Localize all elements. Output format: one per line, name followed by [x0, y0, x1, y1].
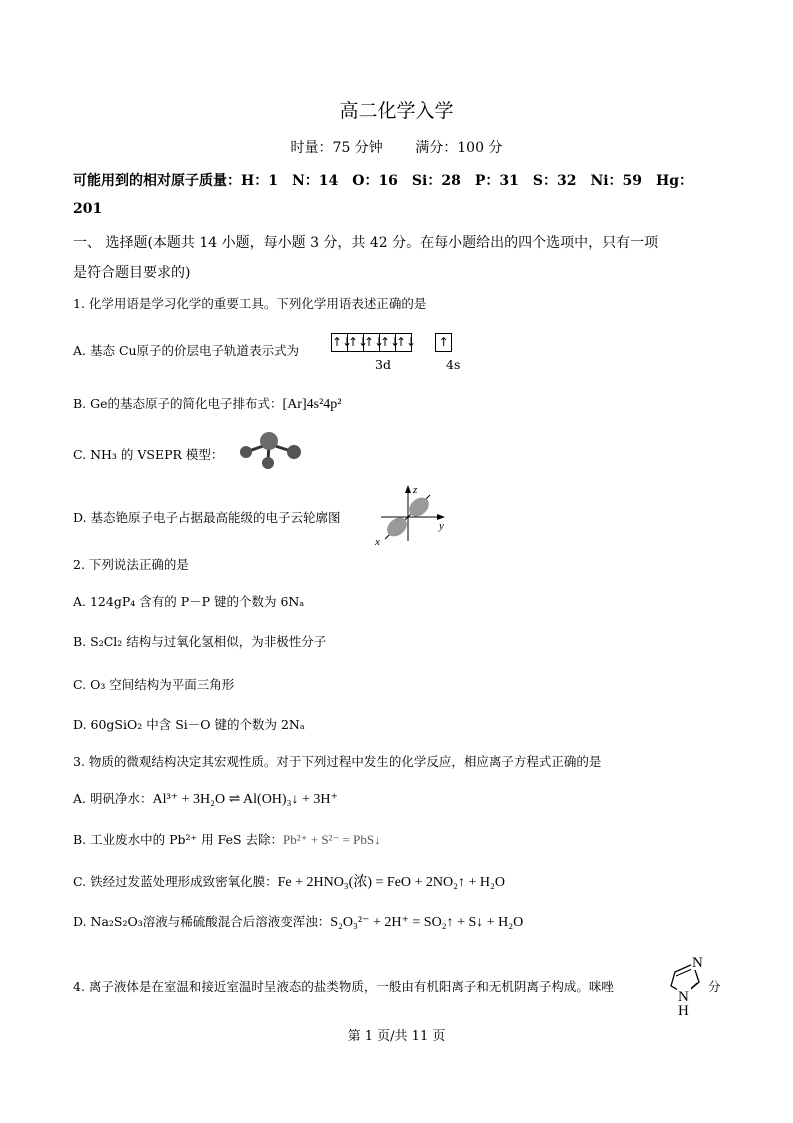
- q4-stem-tail: 分: [708, 979, 721, 994]
- vsepr-model-image: [232, 430, 307, 472]
- ring-atom-n-top: N: [692, 955, 703, 971]
- orbital-4s-boxes: [435, 333, 452, 352]
- orbital-box: ↑↓: [348, 335, 369, 349]
- section-heading-line1: 一、 选择题(本题共 14 小题，每小题 3 分，共 42 分。在每小题给出的四个选项中，只有一项: [73, 235, 659, 251]
- orbital-box: ↑↓: [332, 335, 353, 349]
- q3-option-c: [73, 871, 505, 891]
- q3-stem: 3. 物质的微观结构决定其宏观性质。对于下列过程中发生的化学反应，相应离子方程式正确的是: [73, 754, 602, 769]
- atomic-masses-line2: 201: [73, 201, 103, 217]
- q3-d-equation: S₂O₃²⁻ + 2H⁺ = SO₂↑ + S↓ + H₂O: [330, 915, 524, 930]
- exam-info: [0, 137, 793, 157]
- q2-option-a: A. 124gP₄ 含有的 P－P 键的个数为 6Nₐ: [73, 594, 305, 609]
- time-limit: 时量：75 分钟: [290, 140, 383, 156]
- ring-atom-n-bottom: N: [678, 989, 689, 1005]
- axis-label-x: x: [375, 536, 380, 547]
- electron-cloud-image: [375, 481, 455, 547]
- ring-atom-h: H: [678, 1003, 689, 1018]
- q2-option-c: C. O₃ 空间结构为平面三角形: [73, 677, 235, 692]
- q3-option-b: [73, 830, 381, 848]
- full-score: 满分：100 分: [415, 140, 503, 156]
- q1-stem: 1. 化学用语是学习化学的重要工具。下列化学用语表述正确的是: [73, 296, 427, 311]
- orbital-3d-boxes: [331, 333, 417, 352]
- q2-option-d: D. 60gSiO₂ 中含 Si－O 键的个数为 2Nₐ: [73, 717, 305, 732]
- q4-stem: 4. 离子液体是在室温和接近室温时呈液态的盐类物质，一般由有机阳离子和无机阴离子构成。咪唑: [73, 979, 614, 994]
- orbital-box: ↑↓: [364, 335, 385, 349]
- q1-a-text: A. 基态 Cu原子的价层电子轨道表示式为: [73, 343, 300, 358]
- orbital-box: ↑: [438, 335, 449, 349]
- q1-option-b: [73, 394, 341, 413]
- q2-stem: 2. 下列说法正确的是: [73, 557, 189, 572]
- axis-label-z: z: [413, 484, 418, 496]
- q3-b-equation: Pb²⁺ + S²⁻ = PbS↓: [283, 832, 381, 847]
- q3-b-text: B. 工业废水中的 Pb²⁺ 用 FeS 去除：: [73, 832, 283, 847]
- imidazole-structure-image: [663, 950, 713, 1018]
- orbital-diagram: [331, 332, 452, 352]
- section-heading-line2: 是符合题目要求的): [73, 265, 191, 281]
- q3-a-equation: Al³⁺ + 3H₂O ⇌ Al(OH)₃↓ + 3H⁺: [152, 792, 338, 807]
- orbital-label-4s: 4s: [446, 357, 461, 372]
- atomic-masses-line1: 可能用到的相对原子质量：H：1 N：14 O：16 Si：28 P：31 S：32 Ni：59 Hg：: [73, 173, 694, 189]
- orbital-box: ↑↓: [396, 335, 417, 349]
- q1-option-a: [73, 341, 299, 359]
- q1-option-d: D. 基态铯原子电子占据最高能级的电子云轮廓图: [73, 510, 341, 525]
- q3-option-a: [73, 789, 338, 808]
- axis-label-y: y: [439, 520, 444, 532]
- q3-option-d: [73, 912, 523, 931]
- page-footer: 第 1 页/共 11 页: [347, 1029, 446, 1044]
- orbital-box: ↑↓: [380, 335, 401, 349]
- q3-c-equation: Fe + 2HNO₃(浓) = FeO + 2NO₂↑ + H₂O: [277, 875, 506, 890]
- q3-a-text: A. 明矾净水：: [73, 791, 153, 806]
- q3-c-text: C. 铁经过发蓝处理形成致密氧化膜：: [73, 874, 278, 889]
- q1-b-formula: [Ar]4s²4p²: [282, 397, 342, 412]
- orbital-label-3d: 3d: [375, 357, 391, 372]
- q2-option-b: B. S₂Cl₂ 结构与过氧化氢相似，为非极性分子: [73, 634, 327, 649]
- page-title: 高二化学入学: [339, 100, 454, 122]
- q1-b-text: B. Ge的基态原子的简化电子排布式：: [73, 396, 283, 411]
- q3-d-text: D. Na₂S₂O₃溶液与稀硫酸混合后溶液变浑浊：: [73, 914, 331, 929]
- q1-option-c: C. NH₃ 的 VSEPR 模型：: [73, 447, 224, 462]
